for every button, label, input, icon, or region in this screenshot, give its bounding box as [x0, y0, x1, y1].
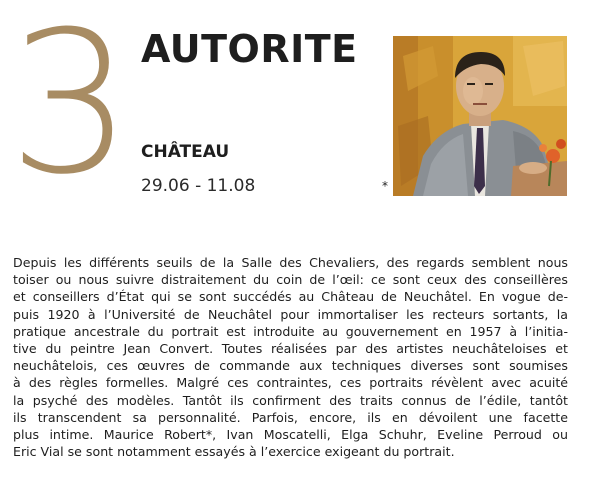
body-line: Depuis les différents seuils de la Salle des Chevaliers, des regards semblent nous: [13, 255, 568, 270]
body-line: la psyché des modèles. Tantôt ils confirment des traits connus de l’édile, tantôt: [13, 392, 568, 408]
portrait-painting: [393, 36, 567, 196]
section-number: 3: [8, 0, 129, 218]
body-line: Eric Vial se sont notamment essayés à l’exercice exigeant du portrait.: [13, 444, 455, 460]
body-line: pratique ancestrale du portrait est introduite au gouvernement en 1957 à l’initia-: [13, 323, 568, 339]
image-credit-marker: *: [382, 179, 388, 193]
body-paragraph: [13, 254, 568, 460]
body-line: ils transcendent sa personnalité. Parfois, encore, ils en dévoilent une facette: [13, 409, 568, 425]
body-line: toiser ou nous suivre distraitement du coin de l’œil: ce sont ceux des conseillères: [13, 272, 568, 288]
date-range: 29.06 - 11.08: [141, 176, 256, 196]
venue-label: CHÂTEAU: [141, 142, 230, 162]
body-line: tive du peintre Jean Convert. Toutes réalisées par des artistes neuchâteloises et: [13, 341, 568, 357]
body-line: plus intime. Maurice Robert*, Ivan Moscatelli, Elga Schuhr, Eveline Perroud ou: [13, 427, 568, 443]
body-line: puis 1920 à l’Université de Neuchâtel pour immortaliser les recteurs sortants, la: [13, 306, 568, 322]
body-line: neuchâtelois, ces œuvres de commande aux techniques diverses sont soumises: [13, 358, 568, 374]
body-line: à des règles formelles. Malgré ces contraintes, ces portraits révèlent avec acuité: [13, 375, 568, 391]
body-line: et conseillers d’État qui se sont succédés au Château de Neuchâtel. En vogue de-: [13, 289, 568, 305]
section-title: AUTORITE: [141, 27, 358, 71]
